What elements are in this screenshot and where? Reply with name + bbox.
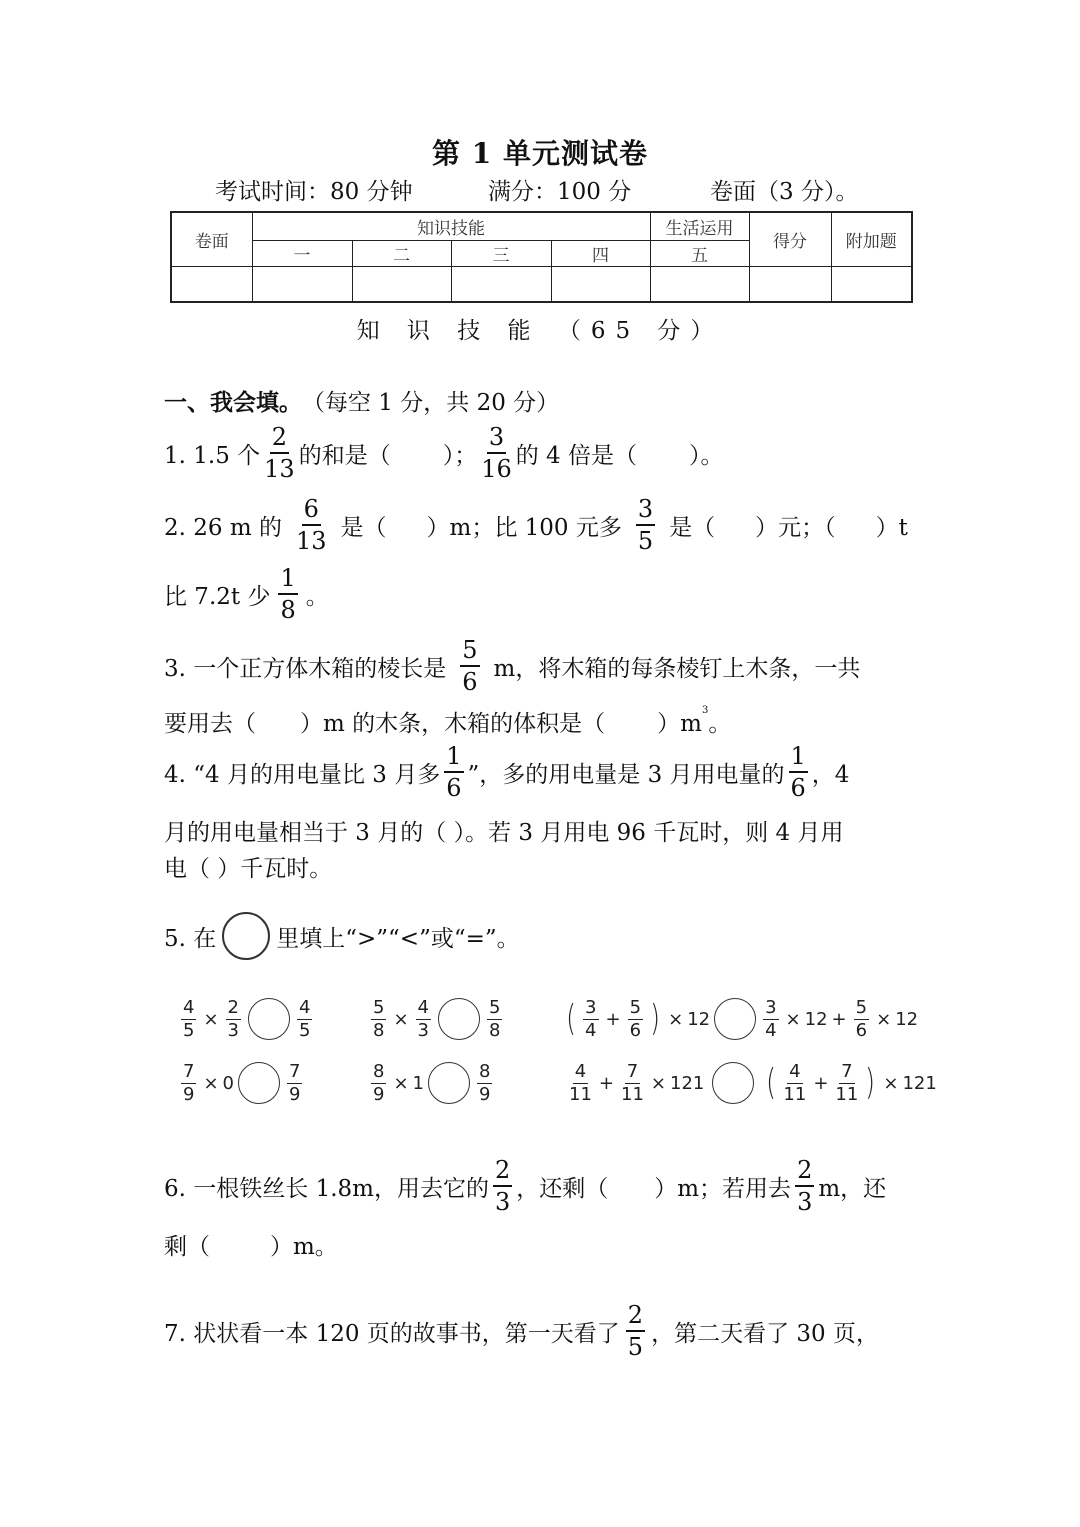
answer-circle[interactable] [238, 1062, 280, 1104]
col-neatness: 卷面 [171, 212, 252, 266]
score-cell[interactable] [831, 266, 912, 302]
question-1: 1. 1.5 个 $\frac{2}{13}$ 的和是（ ）； $\frac{3}{16}$ 的 4 倍是（ ）。 [164, 423, 724, 483]
col-bonus: 附加题 [831, 212, 912, 266]
question-5: 5. 在 里填上“>”“<”或“=”。 [164, 912, 520, 960]
neatness-note: 卷面（3 分）。 [710, 179, 859, 205]
sub-col: 四 [551, 240, 650, 266]
compare-expr-4: $\frac{7}{9}$ × 0 $\frac{7}{9}$ [183, 1060, 301, 1105]
page-title: 第 1 单元测试卷 [432, 137, 648, 170]
compare-expr-6: $\frac{4}{11}$ + $\frac{7}{11}$ × 121 ( $\frac{4}{11}$ + $\frac{7}{11}$ ) × 121 [569, 1060, 937, 1105]
question-7: 7. 状状看一本 120 页的故事书，第一天看了 $\frac{2}{5}$ ，第二天看了 30 页， [164, 1301, 879, 1361]
sub-col: 三 [451, 240, 551, 266]
score-cell[interactable] [650, 266, 749, 302]
question-4: 4. “4 月的用电量比 3 月多 $\frac{1}{6}$ ”，多的用电量是 3 月用电量的 $\frac{1}{6}$ ，4 [164, 742, 850, 802]
sub-col: 二 [352, 240, 451, 266]
fraction: $\frac{3}{16}$ [481, 423, 512, 483]
group-life: 生活运用 [650, 212, 749, 240]
question-2: 2. 26 m 的 $\frac{6}{13}$ 是（ ）m；比 100 元多 $\frac{3}{5}$ 是（ ）元；（ ）t [164, 495, 908, 555]
sub-col: 一 [252, 240, 352, 266]
question-3-cont: 要用去（ ）m 的木条，木箱的体积是（ ）m $^3$ 。 [164, 705, 732, 737]
score-cell[interactable] [352, 266, 451, 302]
compare-expr-1: $\frac{4}{5}$ × $\frac{2}{3}$ $\frac{4}{5}$ [183, 996, 311, 1041]
score-cell[interactable] [451, 266, 551, 302]
col-score: 得分 [749, 212, 831, 266]
group-knowledge: 知识技能 [252, 212, 650, 240]
full-score: 满分：100 分 [488, 179, 632, 205]
section-title: 知 识 技 能 （65 分） [356, 318, 724, 344]
score-cell[interactable] [171, 266, 252, 302]
part1-heading: 一、我会填。 （每空 1 分，共 20 分） [164, 389, 560, 416]
score-cell[interactable] [551, 266, 650, 302]
score-cell[interactable] [252, 266, 352, 302]
answer-circle[interactable] [428, 1062, 470, 1104]
question-2-cont: 比 7.2t 少 $\frac{1}{8}$ 。 [164, 564, 329, 624]
score-table [170, 211, 913, 303]
compare-expr-2: $\frac{5}{8}$ × $\frac{4}{3}$ $\frac{5}{8}$ [373, 996, 501, 1041]
question-3: 3. 一个正方体木箱的棱长是 $\frac{5}{6}$ m，将木箱的每条棱钉上木条，一共 [164, 636, 861, 696]
compare-expr-3: ( $\frac{3}{4}$ + $\frac{5}{6}$ ) × 12 $\frac{3}{4}$ × 12 + $\frac{5}{6}$ × 12 [566, 996, 919, 1041]
compare-expr-5: $\frac{8}{9}$ × 1 $\frac{8}{9}$ [373, 1060, 491, 1105]
question-6-cont: 剩（ ）m。 [164, 1234, 338, 1260]
question-4-line3: 电（ ）千瓦时。 [164, 856, 333, 882]
fraction: $\frac{2}{13}$ [264, 423, 295, 483]
answer-circle[interactable] [712, 1062, 754, 1104]
answer-circle[interactable] [714, 998, 756, 1040]
answer-circle[interactable] [248, 998, 290, 1040]
compare-circle-icon [222, 912, 270, 960]
sub-col: 五 [650, 240, 749, 266]
exam-time: 考试时间：80 分钟 [215, 179, 413, 205]
score-cell[interactable] [749, 266, 831, 302]
question-6: 6. 一根铁丝长 1.8m，用去它的 $\frac{2}{3}$ ，还剩（ ）m；若用去 $\frac{2}{3}$ m，还 [164, 1156, 887, 1216]
question-4-line2: 月的用电量相当于 3 月的（ ）。若 3 月用电 96 千瓦时，则 4 月用 [164, 820, 844, 846]
answer-circle[interactable] [438, 998, 480, 1040]
